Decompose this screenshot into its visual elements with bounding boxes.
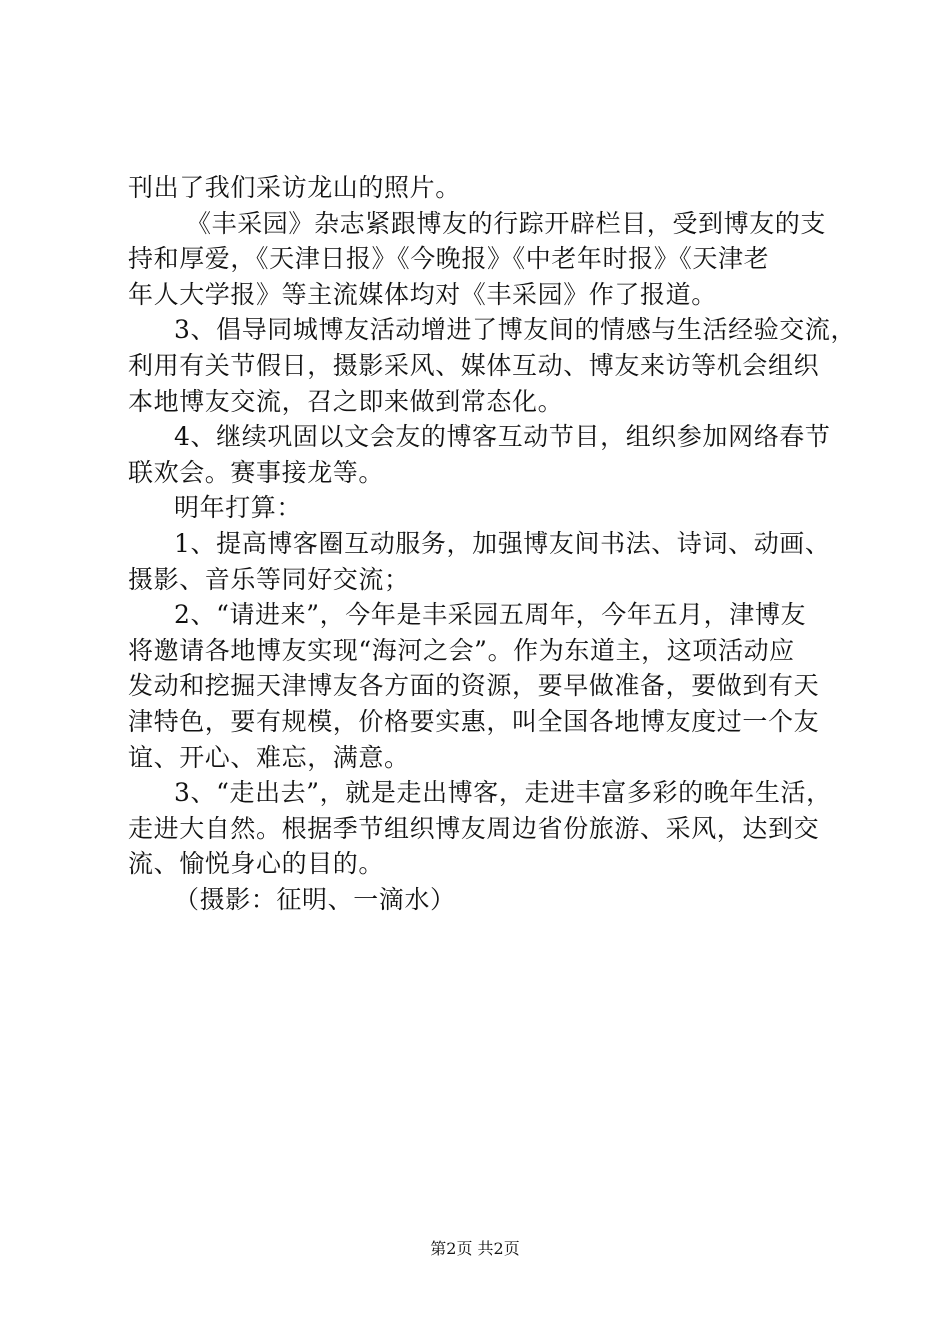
text-line: 1、提高博客圈互动服务，加强博友间书法、诗词、动画、	[174, 528, 831, 558]
text-line: 流、愉悦身心的目的。	[128, 849, 385, 879]
text-line: 2、“请进来”，今年是丰采园五周年，今年五月，津博友	[174, 600, 807, 630]
text-line: 刊出了我们采访龙山的照片。	[128, 173, 461, 202]
text-line: 发动和挖掘天津博友各方面的资源，要早做准备，要做到有天	[128, 671, 820, 701]
text-line: 走进大自然。根据季节组织博友周边省份旅游、采风，达到交	[128, 813, 820, 843]
text-line: 3、“走出去”，就是走出博客，走进丰富多彩的晚年生活，	[174, 778, 832, 808]
text-line: 联欢会。赛事接龙等。	[128, 457, 385, 487]
text-line: 持和厚爱，《天津日报》《今晚报》《中老年时报》《天津老	[128, 244, 770, 274]
text-line: 3、倡导同城博友活动增进了博友间的情感与生活经验交流，	[174, 315, 857, 345]
text-line: 明年打算：	[174, 493, 303, 523]
text-line: （摄影：征明、一滴水）	[174, 884, 456, 914]
document-body	[128, 170, 857, 917]
text-line: 本地博友交流，召之即来做到常态化。	[128, 386, 564, 416]
text-line: 将邀请各地博友实现“海河之会”。作为东道主，这项活动应	[128, 635, 795, 665]
text-line: 利用有关节假日，摄影采风、媒体互动、博友来访等机会组织	[128, 350, 820, 380]
text-line: 谊、开心、难忘，满意。	[128, 742, 410, 772]
text-line: 《丰采园》杂志紧跟博友的行踪开辟栏目，受到博友的支	[186, 208, 827, 238]
page-number: 第2页 共2页	[430, 1239, 520, 1258]
text-line: 摄影、音乐等同好交流；	[128, 564, 410, 594]
text-line: 津特色，要有规模，价格要实惠，叫全国各地博友度过一个友	[128, 706, 820, 736]
text-line: 年人大学报》等主流媒体均对《丰采园》作了报道。	[128, 279, 717, 309]
text-line: 4、继续巩固以文会友的博客互动节目，组织参加网络春节	[174, 422, 831, 452]
